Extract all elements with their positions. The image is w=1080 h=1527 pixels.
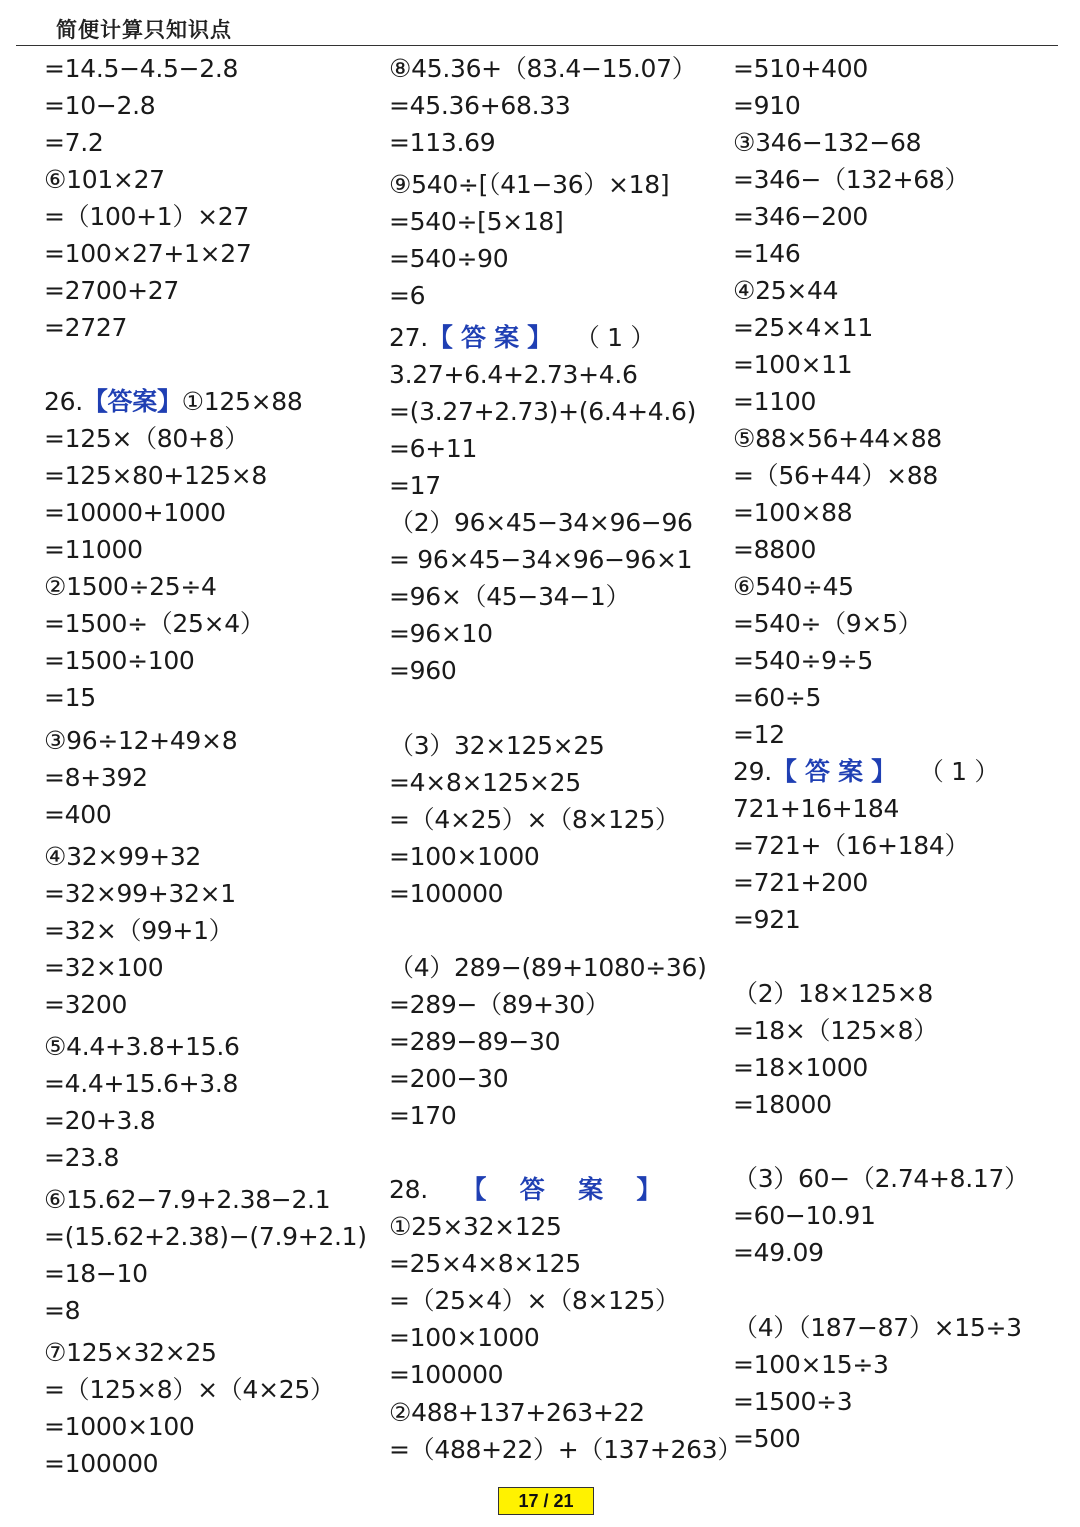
math-step-line: ⑥101×27 [44,165,165,194]
math-step-line: =540÷（9×5） [733,609,923,638]
answer-tag: 【 答 案 】 [427,323,552,352]
math-step-line: =1000×100 [44,1412,195,1441]
math-step-line: =4.4+15.6+3.8 [44,1069,239,1098]
math-step-line: =1500÷（25×4） [44,609,265,638]
answer-subpart: ①125×88 [181,387,303,416]
math-step-line: （4）（187−87）×15÷3 [733,1313,1022,1342]
math-step-line: =4×8×125×25 [389,768,581,797]
question-number: 29. [733,757,772,786]
math-step-line: =100000 [389,879,504,908]
math-step-line: = 96×45−34×96−96×1 [389,545,693,574]
math-step-line: =96×10 [389,619,493,648]
math-step-line: （2）96×45−34×96−96 [389,508,693,537]
math-step-line: =10000+1000 [44,498,226,527]
math-step-line: =100×27+1×27 [44,239,252,268]
math-step-line: =960 [389,656,457,685]
math-step-line: =60−10.91 [733,1201,876,1230]
math-step-line: =49.09 [733,1238,824,1267]
math-step-line: =15 [44,683,96,712]
answer-subpart: （ 1 ） [551,323,656,352]
math-step-line: ⑥15.62−7.9+2.38−2.1 [44,1185,331,1214]
math-step-line: =32×99+32×1 [44,879,236,908]
math-step-line: =100000 [44,1449,159,1478]
answer-heading [389,319,655,356]
answer-subpart: （ 1 ） [895,757,1000,786]
math-step-line: =（488+22）+（137+263） [389,1435,743,1464]
math-step-line: =100×1000 [389,1323,540,1352]
answer-heading [44,383,302,420]
math-step-line: ④25×44 [733,276,839,305]
math-step-line: =32×（99+1） [44,916,234,945]
math-step-line: ⑤4.4+3.8+15.6 [44,1032,240,1061]
math-step-line: =8+392 [44,763,148,792]
math-step-line: =100000 [389,1360,504,1389]
question-number: 26. [44,387,83,416]
math-step-line: =25×4×11 [733,313,873,342]
math-step-line: =721+（16+184） [733,831,970,860]
math-step-line: =6+11 [389,434,478,463]
math-step-line: =910 [733,91,801,120]
answer-heading [733,753,999,790]
math-step-line: =11000 [44,535,143,564]
math-step-line: =17 [389,471,441,500]
math-step-line: =8800 [733,535,817,564]
math-step-line: =25×4×8×125 [389,1249,581,1278]
math-step-line: =100×88 [733,498,853,527]
math-step-line: ②1500÷25÷4 [44,572,217,601]
math-step-line: =45.36+68.33 [389,91,571,120]
math-step-line: （3）60−（2.74+8.17） [733,1164,1029,1193]
math-step-line: =125×80+125×8 [44,461,268,490]
math-step-line: =400 [44,800,112,829]
math-step-line: =113.69 [389,128,496,157]
math-step-line: =18−10 [44,1259,148,1288]
math-step-line: =100×15÷3 [733,1350,889,1379]
math-step-line: =540÷[5×18] [389,207,564,236]
math-step-line: =146 [733,239,801,268]
math-step-line: =20+3.8 [44,1106,156,1135]
math-step-line: =510+400 [733,54,868,83]
page-indicator: 17 / 21 [498,1487,594,1515]
math-step-line: =1500÷100 [44,646,195,675]
math-step-line: ⑦125×32×25 [44,1338,217,1367]
math-step-line: =721+200 [733,868,868,897]
math-step-line: ①25×32×125 [389,1212,562,1241]
math-step-line: =540÷9÷5 [733,646,873,675]
header-divider [16,45,1058,46]
math-step-line: （4）289−(89+1080÷36) [389,953,707,982]
math-step-line: ⑧45.36+（83.4−15.07） [389,54,697,83]
math-step-line: =(15.62+2.38)−(7.9+2.1) [44,1222,367,1251]
math-step-line: =18×1000 [733,1053,868,1082]
answer-heading [389,1171,661,1208]
math-step-line: =100×1000 [389,842,540,871]
math-step-line: =921 [733,905,801,934]
math-step-line: =10−2.8 [44,91,156,120]
math-step-line: ⑥540÷45 [733,572,854,601]
math-step-line: ③346−132−68 [733,128,922,157]
math-step-line: =170 [389,1101,457,1130]
answer-tag: 【答案】 [82,387,182,416]
math-step-line: =7.2 [44,128,104,157]
math-step-line: =12 [733,720,785,749]
math-step-line: =6 [389,281,426,310]
math-step-line: ⑤88×56+44×88 [733,424,942,453]
math-step-line: =1500÷3 [733,1387,853,1416]
math-step-line: =（25×4）×（8×125） [389,1286,680,1315]
math-step-line: =289−89−30 [389,1027,561,1056]
math-step-line: （3）32×125×25 [389,731,605,760]
math-step-line: =346−200 [733,202,868,231]
question-number: 27. [389,323,428,352]
math-step-line: =18×（125×8） [733,1016,938,1045]
math-step-line: ②488+137+263+22 [389,1398,645,1427]
math-step-line: =(3.27+2.73)+(6.4+4.6) [389,397,697,426]
answer-tag: 【 答 案 】 [771,757,896,786]
question-number: 28. [389,1175,428,1204]
math-step-line: =289−（89+30） [389,990,610,1019]
math-step-line: =500 [733,1424,801,1453]
math-step-line: =96×（45−34−1） [389,582,631,611]
math-step-line: （2）18×125×8 [733,979,933,1008]
math-step-line: =14.5−4.5−2.8 [44,54,239,83]
math-step-line: ③96÷12+49×8 [44,726,238,755]
math-step-line: =（4×25）×（8×125） [389,805,680,834]
math-step-line: =（125×8）×（4×25） [44,1375,335,1404]
math-step-line: 721+16+184 [733,794,900,823]
math-step-line: =200−30 [389,1064,509,1093]
math-step-line: =100×11 [733,350,853,379]
math-step-line: 3.27+6.4+2.73+4.6 [389,360,638,389]
math-step-line: =2700+27 [44,276,179,305]
math-step-line: =23.8 [44,1143,120,1172]
math-step-line: =8 [44,1296,81,1325]
math-step-line: =32×100 [44,953,164,982]
math-step-line: =60÷5 [733,683,822,712]
math-step-line: =（100+1）×27 [44,202,249,231]
math-step-line: =3200 [44,990,128,1019]
math-step-line: =（56+44）×88 [733,461,938,490]
math-step-line: =2727 [44,313,128,342]
math-step-line: =540÷90 [389,244,509,273]
answer-tag: 【 答 案 】 [427,1175,662,1204]
math-step-line: ④32×99+32 [44,842,202,871]
page-title: 简便计算只知识点 [56,17,232,42]
math-step-line: =18000 [733,1090,832,1119]
math-step-line: =346−（132+68） [733,165,970,194]
math-step-line: =1100 [733,387,817,416]
math-step-line: =125×（80+8） [44,424,249,453]
math-step-line: ⑨540÷[（41−36）×18] [389,170,670,199]
